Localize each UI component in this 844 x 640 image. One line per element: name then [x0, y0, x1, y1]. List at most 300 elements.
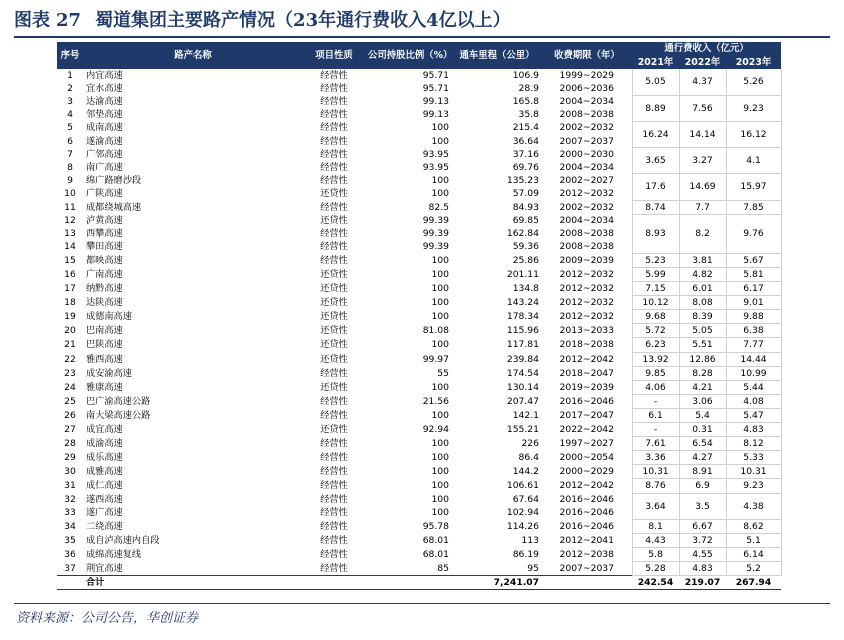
project-nature: 还贷性: [320, 215, 348, 227]
revenue-2022: 4.37: [679, 69, 726, 95]
road-name: 西攀高速: [86, 228, 123, 240]
revenue-2021: 4.43: [632, 533, 679, 547]
share-percent: 100: [431, 494, 449, 505]
revenue-2023: 7.77: [726, 338, 781, 352]
share-percent: 100: [431, 174, 449, 186]
table-row: [57, 519, 781, 533]
road-assets-table: [57, 42, 782, 590]
mileage-km: 36.64: [512, 135, 539, 147]
row-index: 33: [64, 507, 76, 519]
revenue-2021: 5.23: [632, 253, 679, 267]
revenue-2021: 10.31: [632, 465, 679, 479]
mileage-km: 143.24: [506, 297, 539, 309]
road-name: 二绕高速: [86, 520, 123, 532]
revenue-2022: 8.39: [679, 310, 726, 324]
share-percent: 100: [431, 452, 449, 464]
row-index: 14: [64, 241, 76, 253]
revenue-2022: 3.5: [679, 493, 726, 519]
row-index: 11: [64, 201, 76, 213]
toll-period: 2002~2032: [559, 122, 614, 134]
header-mileage: 通车里程（公里）: [452, 42, 542, 69]
revenue-2023: 7.85: [726, 200, 781, 214]
revenue-2023: 16.12: [726, 121, 781, 147]
toll-period: 2018~2047: [559, 367, 614, 379]
revenue-2023: 9.23: [726, 95, 781, 121]
table-row: [57, 324, 781, 338]
table-row: [57, 437, 781, 451]
row-index: 21: [64, 339, 76, 351]
header-revenue: 通行费收入（亿元）: [632, 42, 781, 56]
project-nature: 经营性: [320, 109, 348, 121]
revenue-2021: 10.12: [632, 296, 679, 310]
table-row: [57, 561, 781, 575]
mileage-km: 95: [527, 562, 539, 574]
mileage-km: 239.84: [506, 353, 539, 365]
revenue-2022: 6.67: [679, 519, 726, 533]
revenue-2021: 5.99: [632, 268, 679, 282]
road-name: 成宜高速: [86, 424, 123, 436]
road-name: 成德南高速: [86, 311, 132, 323]
header-2021: 2021年: [632, 56, 679, 69]
share-percent: 81.08: [422, 325, 449, 337]
row-index: 37: [64, 562, 76, 574]
table-row: [57, 366, 781, 380]
empty-cell: [365, 576, 452, 590]
toll-period: 2000~2029: [559, 466, 614, 478]
mileage-km: 35.8: [518, 109, 539, 121]
table-header: [57, 42, 781, 69]
table-row: [57, 451, 781, 465]
revenue-2022: 8.2: [679, 214, 726, 253]
revenue-2022: 12.86: [679, 352, 726, 366]
revenue-2023: 9.23: [726, 479, 781, 493]
road-name: 达陕高速: [86, 297, 123, 309]
project-nature: 还贷性: [320, 187, 348, 199]
toll-period: 2018~2038: [559, 339, 614, 351]
toll-period: 2007~2037: [559, 562, 614, 574]
revenue-2022: 5.05: [679, 324, 726, 338]
road-name: 广邻高速: [86, 148, 123, 160]
mileage-km: 178.34: [506, 311, 539, 323]
road-name: 达渝高速: [86, 96, 123, 108]
road-name: 遂广高速: [86, 507, 123, 519]
road-name: 雅西高速: [86, 353, 123, 365]
share-percent: 100: [431, 438, 449, 450]
revenue-2021: -: [632, 423, 679, 437]
row-index: 2: [67, 83, 73, 95]
project-nature: 经营性: [320, 520, 348, 532]
revenue-2022: 7.7: [679, 200, 726, 214]
row-index: 32: [64, 494, 76, 505]
road-name: 成安渝高速: [86, 367, 132, 379]
total-label: 合计: [83, 576, 303, 590]
revenue-2021: 8.74: [632, 200, 679, 214]
table-row: [57, 352, 781, 366]
mileage-km: 134.8: [512, 283, 539, 295]
toll-period: 2019~2039: [559, 381, 614, 393]
mileage-km: 165.8: [512, 96, 539, 108]
header-nature: 项目性质: [303, 42, 365, 69]
toll-period: 2007~2037: [559, 135, 614, 147]
row-index: 31: [64, 480, 76, 492]
project-nature: 还贷性: [320, 353, 348, 365]
revenue-2023: 6.38: [726, 324, 781, 338]
share-percent: 99.39: [422, 228, 449, 240]
revenue-2021: -: [632, 394, 679, 408]
revenue-2021: 13.92: [632, 352, 679, 366]
share-percent: 95.78: [422, 520, 449, 532]
mileage-km: 117.81: [506, 339, 539, 351]
figure-title-text: 蜀道集团主要路产情况（23年通行费收入4亿以上）: [95, 10, 511, 31]
revenue-2022: 4.55: [679, 547, 726, 561]
road-name: 广南高速: [86, 269, 123, 280]
revenue-2022: 4.27: [679, 451, 726, 465]
header-index: 序号: [57, 42, 83, 69]
share-percent: 55: [437, 367, 449, 379]
road-name: 南广高速: [86, 161, 123, 173]
table-row: [57, 148, 781, 161]
mileage-km: 114.26: [506, 520, 539, 532]
mileage-km: 174.54: [506, 367, 539, 379]
share-percent: 100: [431, 507, 449, 519]
row-index: 20: [64, 325, 76, 337]
revenue-2021: 4.06: [632, 380, 679, 394]
revenue-2023: 5.47: [726, 408, 781, 422]
project-nature: 经营性: [320, 241, 348, 253]
revenue-2022: 14.69: [679, 174, 726, 200]
road-name: 遂渝高速: [86, 135, 123, 147]
project-nature: 经营性: [320, 148, 348, 160]
revenue-2022: 4.21: [679, 380, 726, 394]
toll-period: 2009~2039: [559, 254, 614, 266]
row-index: 24: [64, 381, 76, 393]
table-row: [57, 296, 781, 310]
mileage-km: 207.47: [506, 395, 539, 407]
share-percent: 100: [431, 339, 449, 351]
mileage-km: 130.14: [506, 381, 539, 393]
table-row: [57, 493, 781, 506]
mileage-km: 135.23: [506, 174, 539, 186]
project-nature: 经营性: [320, 409, 348, 421]
table-row: [57, 214, 781, 227]
project-nature: 经营性: [320, 367, 348, 379]
project-nature: 还贷性: [320, 311, 348, 323]
project-nature: 经营性: [320, 70, 348, 82]
road-name: 纳黔高速: [86, 283, 123, 295]
source-note: 资料来源：公司公告，华创证券: [16, 611, 199, 626]
revenue-2022: 8.28: [679, 366, 726, 380]
table-row: [57, 253, 781, 267]
table-row: [57, 465, 781, 479]
mileage-km: 59.36: [512, 241, 539, 253]
revenue-2023: 8.62: [726, 519, 781, 533]
table-row: [57, 200, 781, 214]
toll-period: 2016~2046: [559, 395, 614, 407]
toll-period: 2000~2030: [559, 148, 614, 160]
road-name: 宜水高速: [86, 83, 123, 95]
toll-period: 2012~2032: [559, 283, 614, 295]
mileage-km: 86.4: [518, 452, 539, 464]
revenue-2022: 3.06: [679, 394, 726, 408]
table-row: [57, 394, 781, 408]
row-index: 4: [67, 109, 73, 121]
project-nature: 经营性: [320, 161, 348, 173]
share-percent: 100: [431, 381, 449, 393]
share-percent: 93.95: [422, 161, 449, 173]
revenue-2021: 5.72: [632, 324, 679, 338]
total-2021: 242.54: [632, 576, 679, 590]
toll-period: 1999~2029: [559, 70, 614, 82]
toll-period: 2012~2038: [559, 548, 614, 560]
revenue-2023: 8.12: [726, 437, 781, 451]
share-percent: 93.95: [422, 148, 449, 160]
project-nature: 经营性: [320, 466, 348, 478]
revenue-2021: 3.36: [632, 451, 679, 465]
revenue-2023: 15.97: [726, 174, 781, 200]
project-nature: 经营性: [320, 395, 348, 407]
header-share: 公司持股比例（%）: [365, 42, 452, 69]
share-percent: 100: [431, 297, 449, 309]
revenue-2022: 6.01: [679, 282, 726, 296]
revenue-2022: 3.81: [679, 253, 726, 267]
toll-period: 2004~2034: [559, 215, 614, 227]
row-index: 26: [64, 409, 76, 421]
table-row: [57, 338, 781, 352]
road-name: 遂西高速: [86, 494, 123, 505]
project-nature: 经营性: [320, 96, 348, 108]
table-row: [57, 479, 781, 493]
row-index: 9: [67, 174, 73, 186]
row-index: 7: [67, 148, 73, 160]
revenue-2023: 6.14: [726, 547, 781, 561]
road-name: 泸黄高速: [86, 215, 123, 227]
table-row: [57, 282, 781, 296]
row-index: 36: [64, 548, 76, 560]
table-body: [57, 69, 781, 590]
project-nature: 还贷性: [320, 283, 348, 295]
project-nature: 经营性: [320, 507, 348, 519]
road-name: 南大梁高速公路: [86, 409, 151, 421]
revenue-2023: 5.26: [726, 69, 781, 95]
revenue-2022: 7.56: [679, 95, 726, 121]
revenue-2022: 6.9: [679, 479, 726, 493]
revenue-2023: 6.17: [726, 282, 781, 296]
table-row: [57, 533, 781, 547]
share-percent: 100: [431, 135, 449, 147]
source-rule: [14, 603, 830, 604]
mileage-km: 115.96: [506, 325, 539, 337]
row-index: 28: [64, 438, 76, 450]
project-nature: 还贷性: [320, 297, 348, 309]
title-rule: [14, 36, 830, 38]
toll-period: 2002~2032: [559, 201, 614, 213]
revenue-2022: 3.72: [679, 533, 726, 547]
table-row: [57, 423, 781, 437]
share-percent: 100: [431, 409, 449, 421]
row-index: 13: [64, 228, 76, 240]
toll-period: 2002~2027: [559, 174, 614, 186]
toll-period: 1997~2027: [559, 438, 614, 450]
revenue-2021: 6.23: [632, 338, 679, 352]
share-percent: 99.39: [422, 241, 449, 253]
revenue-2022: 5.51: [679, 338, 726, 352]
road-name: 巴南高速: [86, 325, 123, 337]
share-percent: 99.13: [422, 96, 449, 108]
revenue-2023: 5.2: [726, 561, 781, 575]
toll-period: 2022~2042: [559, 424, 614, 436]
project-nature: 经营性: [320, 228, 348, 240]
road-name: 巴广渝高速公路: [86, 395, 151, 407]
road-name: 成乐高速: [86, 452, 123, 464]
revenue-2021: 5.05: [632, 69, 679, 95]
toll-period: 2016~2046: [559, 494, 614, 505]
row-index: 15: [64, 254, 76, 266]
row-index: 16: [64, 269, 76, 280]
revenue-2021: 8.76: [632, 479, 679, 493]
toll-period: 2012~2032: [559, 297, 614, 309]
figure-number: 27: [56, 10, 82, 31]
toll-period: 2004~2034: [559, 96, 614, 108]
table-row: [57, 174, 781, 187]
mileage-km: 162.84: [506, 228, 539, 240]
mileage-km: 155.21: [506, 424, 539, 436]
project-nature: 还贷性: [320, 339, 348, 351]
row-index: 3: [67, 96, 73, 108]
project-nature: 还贷性: [320, 269, 348, 280]
revenue-2023: 10.99: [726, 366, 781, 380]
road-name: 巴陕高速: [86, 339, 123, 351]
share-percent: 100: [431, 311, 449, 323]
mileage-km: 201.11: [506, 269, 539, 280]
road-name: 绵广路磨沙段: [86, 174, 142, 186]
revenue-2023: 5.67: [726, 253, 781, 267]
road-name: 雅康高速: [86, 381, 123, 393]
toll-period: 2000~2054: [559, 452, 614, 464]
road-name: 内宜高速: [86, 70, 123, 82]
revenue-2021: 9.68: [632, 310, 679, 324]
road-name: 成自泸高速内自段: [86, 534, 160, 546]
figure-title-prefix: 图表: [14, 10, 50, 31]
row-index: 10: [64, 187, 76, 199]
revenue-2023: 5.44: [726, 380, 781, 394]
toll-period: 2012~2042: [559, 353, 614, 365]
revenue-2023: 4.1: [726, 148, 781, 174]
toll-period: 2013~2033: [559, 325, 614, 337]
project-nature: 还贷性: [320, 424, 348, 436]
row-index: 23: [64, 367, 76, 379]
toll-period: 2006~2036: [559, 83, 614, 95]
row-index: 27: [64, 424, 76, 436]
road-name: 攀田高速: [86, 241, 123, 253]
revenue-2022: 6.54: [679, 437, 726, 451]
empty-cell: [57, 576, 83, 590]
toll-period: 2008~2038: [559, 228, 614, 240]
project-nature: 经营性: [320, 480, 348, 492]
share-percent: 85: [437, 562, 449, 574]
project-nature: 经营性: [320, 135, 348, 147]
project-nature: 经营性: [320, 548, 348, 560]
header-2022: 2022年: [679, 56, 726, 69]
revenue-2023: 5.81: [726, 268, 781, 282]
empty-cell: [542, 576, 632, 590]
mileage-km: 215.4: [512, 122, 539, 134]
toll-period: 2012~2032: [559, 187, 614, 199]
project-nature: 经营性: [320, 174, 348, 186]
revenue-2023: 9.88: [726, 310, 781, 324]
toll-period: 2016~2046: [559, 507, 614, 519]
revenue-2021: 8.93: [632, 214, 679, 253]
revenue-2023: 9.01: [726, 296, 781, 310]
project-nature: 经营性: [320, 254, 348, 266]
toll-period: 2004~2034: [559, 161, 614, 173]
mileage-km: 106.9: [512, 70, 539, 82]
toll-period: 2012~2042: [559, 480, 614, 492]
revenue-2022: 8.08: [679, 296, 726, 310]
table-row: [57, 268, 781, 282]
share-percent: 100: [431, 187, 449, 199]
table-row: [57, 69, 781, 82]
table-row: [57, 547, 781, 561]
share-percent: 68.01: [422, 534, 449, 546]
mileage-km: 69.85: [512, 215, 539, 227]
toll-period: 2012~2032: [559, 269, 614, 280]
project-nature: 经营性: [320, 562, 348, 574]
row-index: 25: [64, 395, 76, 407]
row-index: 29: [64, 452, 76, 464]
revenue-2021: 7.61: [632, 437, 679, 451]
toll-period: 2008~2038: [559, 241, 614, 253]
project-nature: 经营性: [320, 201, 348, 213]
mileage-km: 69.76: [512, 161, 539, 173]
total-mileage: 7,241.07: [452, 576, 542, 590]
revenue-2023: 4.83: [726, 423, 781, 437]
toll-period: 2008~2038: [559, 109, 614, 121]
figure-title: [14, 6, 511, 36]
total-2022: 219.07: [679, 576, 726, 590]
toll-period: 2012~2032: [559, 311, 614, 323]
share-percent: 21.56: [422, 395, 449, 407]
share-percent: 99.97: [422, 353, 449, 365]
revenue-2021: 7.15: [632, 282, 679, 296]
mileage-km: 144.2: [512, 466, 539, 478]
road-name: 荆宜高速: [86, 562, 123, 574]
project-nature: 经营性: [320, 438, 348, 450]
total-row: [57, 576, 781, 590]
share-percent: 68.01: [422, 548, 449, 560]
mileage-km: 102.94: [506, 507, 539, 519]
revenue-2021: 5.8: [632, 547, 679, 561]
revenue-2022: 14.14: [679, 121, 726, 147]
revenue-2021: 3.64: [632, 493, 679, 519]
share-percent: 99.39: [422, 215, 449, 227]
revenue-2022: 3.27: [679, 148, 726, 174]
revenue-2022: 4.82: [679, 268, 726, 282]
share-percent: 95.71: [422, 70, 449, 82]
share-percent: 100: [431, 466, 449, 478]
revenue-2021: 8.1: [632, 519, 679, 533]
revenue-2022: 5.4: [679, 408, 726, 422]
row-index: 18: [64, 297, 76, 309]
road-name: 广陕高速: [86, 187, 123, 199]
row-index: 34: [64, 520, 76, 532]
mileage-km: 113: [521, 534, 539, 546]
total-2023: 267.94: [726, 576, 781, 590]
road-name: 成渝高速: [86, 438, 123, 450]
row-index: 1: [67, 70, 73, 82]
toll-period: 2016~2046: [559, 520, 614, 532]
revenue-2023: 4.08: [726, 394, 781, 408]
project-nature: 还贷性: [320, 381, 348, 393]
